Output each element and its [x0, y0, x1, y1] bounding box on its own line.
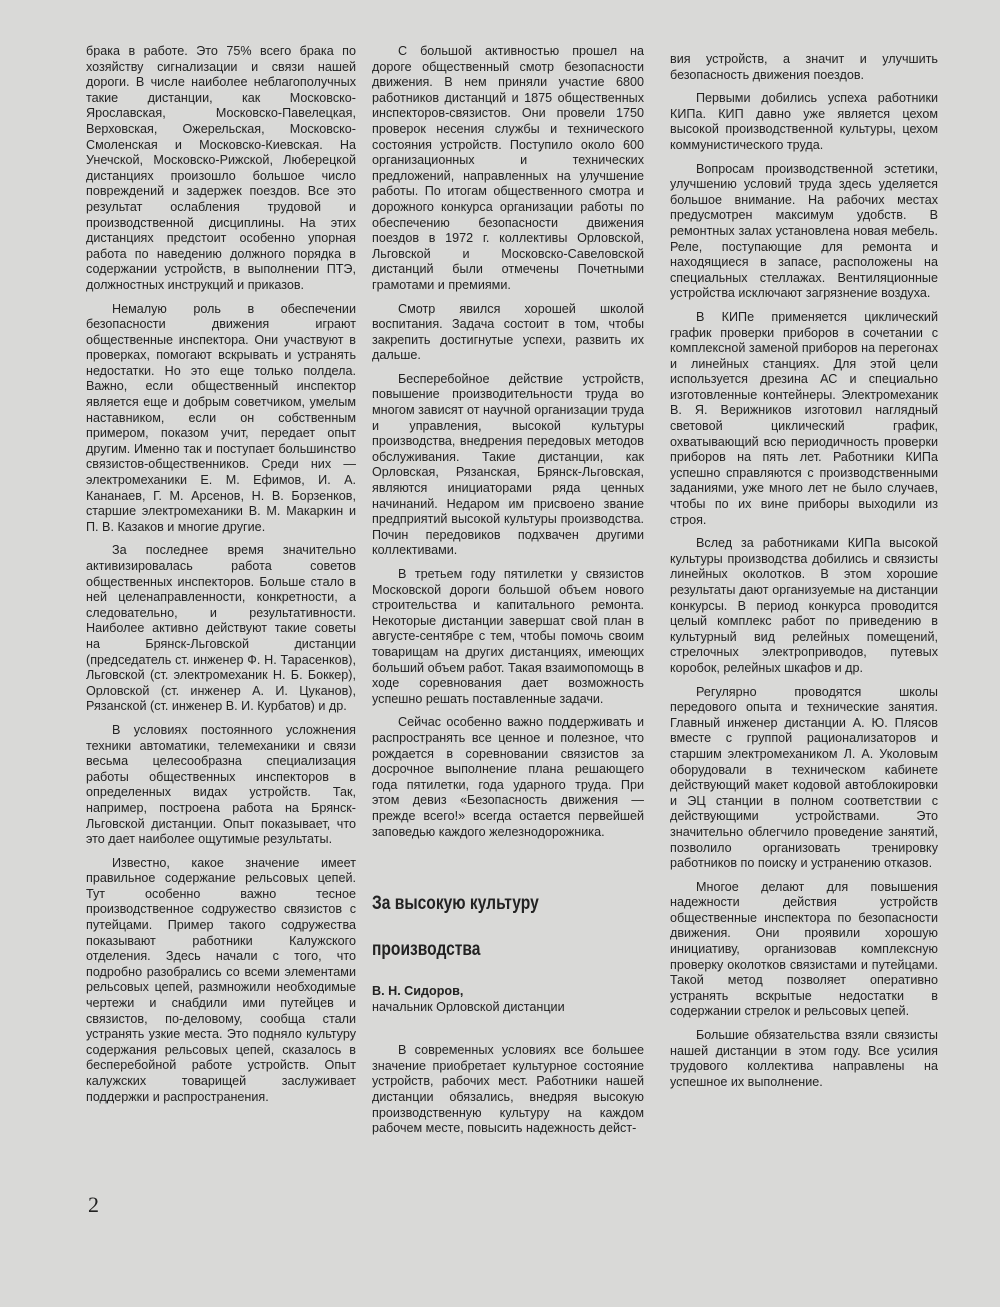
article-heading [372, 892, 634, 962]
paragraph: С большой активностью прошел на дороге общественный смотр безопасности движения. В нем приняли участие 6800 работников дистанций и 1875 общественных инспекторов-связистов. Они провели 1750 проверок несения службы и технического состояния устройств. Поступило около 600 организационных и технических предложений, направленных на улучшение работы. По итогам общественного смотра и дорожного конкурса организации работы по обеспечению безопасности движения поездов в 1972 г. коллективы Орловской, Льговской и Московско-Савеловской дистанций были отмечены Почетными грамотами и премиями. [372, 44, 644, 292]
heading-line-1: За высокую культуру [372, 893, 539, 915]
author-name: В. Н. Сидоров, [372, 984, 464, 999]
author-role: начальник Орловской дистанции [372, 999, 565, 1014]
paragraph: Большие обязательства взяли связисты нашей дистанции в этом году. Все усилия трудового коллектива направлены на успешное их выполнение. [670, 1028, 938, 1089]
page-number: 2 [88, 1192, 99, 1217]
paragraph: В условиях постоянного усложнения техники автоматики, телемеханики и связи весьма целесообразна специализация работы общественных инспекторов в определенных видах устройств. Так, например, построена работа на Брянск-Льговской дистанции. Опыт показывает, что это дает наиболее ощутимые результаты. [86, 722, 356, 847]
paragraph: За последнее время значительно активизировалась работа советов общественных инспекторов. Больше стало в ней целенаправленности, конкретности, а следовательно, и результативности. Наиболее активно действуют такие советы на Брянск-Льговской дистанции (председатель ст. инженер Ф. Н. Тарасенков), Льговской (ст. электромеханик Н. Б. Боккер), Орловской (ст. инженер А. И. Цуканов), Рязанской (ст. инженер В. И. Курбатов) и др. [86, 543, 356, 714]
paragraph: Немалую роль в обеспечении безопасности движения играют общественные инспектора. Они участвуют в проверках, помогают вскрывать и устранять недостатки. Но это еще только полдела. Важно, если общественный инспектор является еще и добрым советчиком, умелым наставником, если он собственным примером, показом учит, передает опыт другим. Именно так и поступает большинство связистов-общественников. Среди них — электромеханики Е. М. Ефимов, И. А. Кананаев, Г. М. Арсенов, Н. В. Борзенков, старшие электромеханики В. М. Макаркин и П. В. Казаков и многие другие. [86, 301, 356, 534]
paragraph: Смотр явился хорошей школой воспитания. Задача состоит в том, чтобы закрепить достигнутые успехи, развить их дальше. [372, 301, 644, 363]
paragraph: Сейчас особенно важно поддерживать и распространять все ценное и полезное, что рождается в соревновании связистов за досрочное выполнение плана решающего года пятилетки, года ударного труда. При этом девиз «Безопасность движения — прежде всего!» всегда остается первейшей заповедью каждого железнодорожника. [372, 715, 644, 839]
paragraph: Бесперебойное действие устройств, повышение производительности труда во многом зависят от научной организации труда и управления, высокой культуры производства, внедрения передовых методов обслуживания. Такие дистанции, как Орловская, Рязанская, Брянск-Льговская, являются инициаторами ряда ценных начинаний. Недаром им присвоено звание предприятий высокой культуры производства. Почин передовиков подхвачен другими коллективами. [372, 371, 644, 558]
paragraph: В третьем году пятилетки у связистов Московской дороги большой объем нового строительства и капитального ремонта. Некоторые дистанции завершат свой план в августе-сентябре с тем, чтобы помочь своим товарищам на других дистанциях, имеющих больший объем работ. Такая взаимопомощь в ходе соревнования дает возможность успешно решать поставленные задачи. [372, 567, 644, 706]
paragraph: Многое делают для повышения надежности действия устройств общественные инспектора по безопасности движения. Они проявили хорошую инициативу, организовав комплексную проверку околотков связистами и путейцами. Такой метод позволяет оперативно устранять вскрытые недостатки в содержании стрелок и рельсовых цепей. [670, 879, 938, 1019]
paragraph: В КИПе применяется циклический график проверки приборов в сочетании с комплексной заменой приборов на перегонах и линейных станциях. Для этой цели используется дрезина АС и специально изготовленные контейнеры. Электромеханик В. Я. Верижников изготовил наглядный световой циклический график, охватывающий всю периодичность проверки приборов на пять лет. Работники КИПа успешно справляются с производственными заданиями, уже много лет не было случаев, чтобы по их вине приборы выходили из строя. [670, 309, 938, 527]
column-left [86, 44, 356, 1113]
column-right [670, 52, 938, 1098]
paragraph: Вслед за работниками КИПа высокой культуры производства добились и связисты линейных околотков. В этом хорошие результаты дают организуемые на дистанции конкурсы. В период конкурса проводится целый комплекс работ по приведению в культурный вид релейных помещений, стрелочных электроприводов, путевых коробок, релейных шкафов и др. [670, 536, 938, 675]
paragraph: Регулярно проводятся школы передового опыта и технические занятия. Главный инженер дистанции А. Ю. Плясов вместе с группой рационализаторов и старшим электромехаником Л. А. Уколовым оборудовали в техническом кабинете действующий макет кодовой автоблокировки и ЭЦ станции в полном соответствии с действующими устройствами. Это значительно облегчило проведение занятий, позволило организовать тренировку работников по поиску и устранению отказов. [670, 684, 938, 871]
paragraph: Вопросам производственной эстетики, улучшению условий труда здесь уделяется большое внимание. На рабочих местах предусмотрен максимум удобств. В ремонтных залах установлена новая мебель. Реле, поступающие для ремонта и находящиеся в запасе, расположены на специальных стеллажах. Вентиляционные устройства исключают загрязнение воздуха. [670, 161, 938, 301]
paragraph: В современных условиях все большее значение приобретает культурное состояние устройств, рабочих мест. Работники нашей дистанции обязались, внедряя высокую производственную культуру на каждом рабочем месте, повысить надежность дейст- [372, 1043, 644, 1136]
author-block [372, 984, 644, 1015]
heading-line-2: производства [372, 939, 481, 961]
paragraph: брака в работе. Это 75% всего брака по хозяйству сигнализации и связи нашей дороги. В числе наиболее неблагополучных такие дистанции, как Московско-Ярославская, Московско-Павелецкая, Верховская, Ожерельская, Московско-Смоленская и Московско-Киевская. На Унечской, Московско-Рижской, Люберецкой дистанциях произошло большое число повреждений и задержек поездов. Все это результат ослабления трудовой и производственной дисциплины. На этих дистанциях предстоит особенно упорная работа по наведению должного порядка в содержании устройств, в выполнении ПТЭ, должностных инструкций и приказов. [86, 44, 356, 292]
paragraph: вия устройств, а значит и улучшить безопасность движения поездов. [670, 52, 938, 82]
paragraph: Известно, какое значение имеет правильное содержание рельсовых цепей. Тут особенно важно тесное производственное содружество связистов с путейцами. Пример такого содружества показывают работники Калужского отделения. Здесь начали с того, что подробно разобрались со всеми элементами рельсовых цепей, размножили необходимые чертежи и снабдили ими путейцев и связистов, по-деловому, сообща стали устранять узкие места. Это подняло культуру содержания рельсовых цепей, сказалось в бесперебойной работе устройств. Опыт калужских товарищей заслуживает поддержки и распространения. [86, 855, 356, 1104]
paragraph: Первыми добились успеха работники КИПа. КИП давно уже является цехом высокой производственной культуры, цехом коммунистического труда. [670, 91, 938, 152]
column-middle [372, 44, 644, 1145]
